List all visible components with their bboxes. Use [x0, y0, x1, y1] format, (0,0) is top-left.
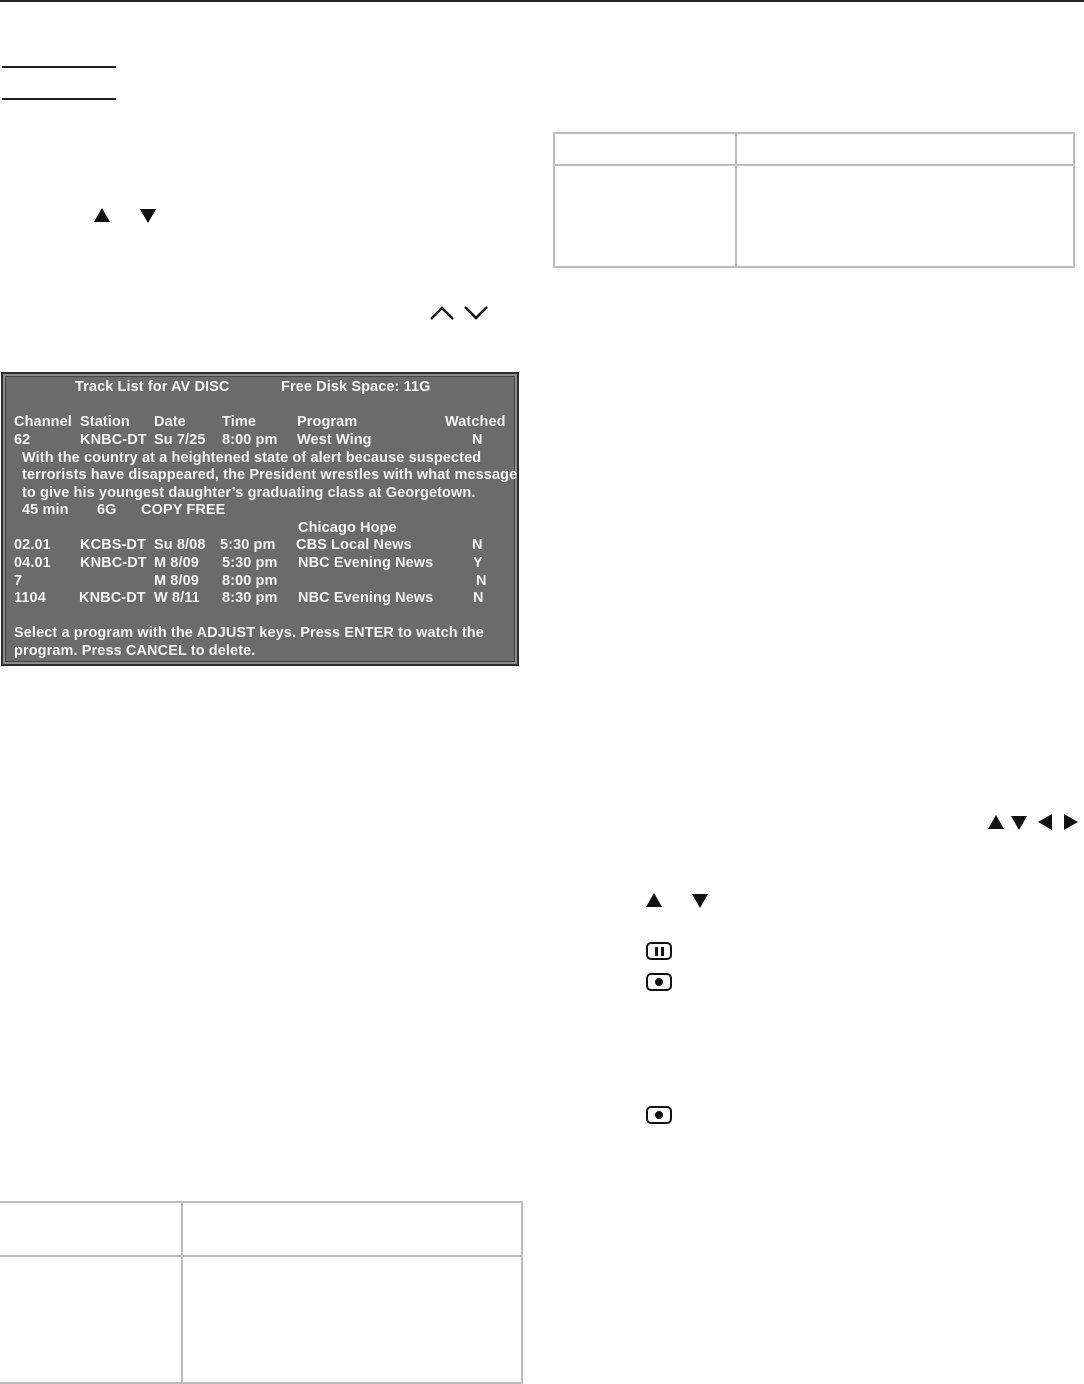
row-watched[interactable]: N [473, 590, 484, 606]
table-cell [736, 133, 1074, 165]
table-cell [554, 133, 736, 165]
table-cell [182, 1256, 522, 1383]
header-program: Program [297, 414, 358, 430]
row-date[interactable]: W 8/11 [154, 590, 200, 606]
program-length: 45 min [22, 502, 69, 518]
down-arrow-icon [692, 894, 708, 908]
chevron-up-icon [428, 304, 456, 322]
row-station[interactable]: KCBS-DT [80, 537, 146, 553]
record-button-icon [646, 973, 672, 991]
right-table [553, 132, 1075, 268]
up-arrow-icon [94, 208, 110, 222]
row-time[interactable]: 5:30 pm [222, 555, 278, 571]
description-line: With the country at a heightened state of alert because suspected [22, 450, 482, 466]
table-cell [0, 1256, 182, 1383]
heading-underline-2 [2, 98, 116, 100]
table-cell [0, 1202, 182, 1256]
extra-program: Chicago Hope [298, 520, 397, 536]
row-station[interactable]: KNBC-DT [80, 555, 147, 571]
row-station[interactable]: KNBC-DT [79, 590, 146, 606]
header-time: Time [222, 414, 256, 430]
row-date[interactable]: M 8/09 [154, 555, 199, 571]
pause-bars [655, 947, 664, 956]
row-watched[interactable]: N [476, 573, 487, 589]
record-dot [655, 978, 663, 986]
description-line: terrorists have disappeared, the President wrestles with what message [22, 467, 518, 483]
heading-underline-1 [2, 66, 116, 68]
record-dot [655, 1111, 663, 1119]
row-date[interactable]: M 8/09 [154, 573, 199, 589]
row-channel[interactable]: 7 [14, 573, 23, 589]
row-time[interactable]: 8:00 pm [222, 432, 278, 448]
row-time[interactable]: 8:30 pm [222, 590, 278, 606]
down-arrow-icon [1011, 816, 1027, 830]
row-time[interactable]: 8:00 pm [222, 573, 278, 589]
row-watched[interactable]: N [472, 537, 483, 553]
table-cell [182, 1202, 522, 1256]
header-channel: Channel [14, 414, 72, 430]
table-cell [736, 165, 1074, 267]
table-cell [554, 165, 736, 267]
row-program[interactable]: NBC Evening News [298, 555, 434, 571]
record-button-icon [646, 1106, 672, 1124]
top-rule [0, 0, 1084, 2]
footer-instruction: Select a program with the ADJUST keys. Press ENTER to watch the [14, 625, 484, 641]
track-list-screen [1, 372, 519, 666]
up-arrow-icon [988, 815, 1004, 829]
header-watched: Watched [445, 414, 506, 430]
left-arrow-icon [1038, 814, 1052, 830]
row-channel[interactable]: 62 [14, 432, 31, 448]
row-program[interactable]: NBC Evening News [298, 590, 434, 606]
down-arrow-icon [140, 209, 156, 223]
footer-instruction: program. Press CANCEL to delete. [14, 643, 256, 659]
free-disk-space: Free Disk Space: 11G [281, 379, 431, 395]
header-date: Date [154, 414, 186, 430]
row-channel[interactable]: 04.01 [14, 555, 51, 571]
row-channel[interactable]: 1104 [14, 590, 46, 606]
up-arrow-icon [646, 893, 662, 907]
program-size: 6G [97, 502, 117, 518]
row-watched[interactable]: Y [473, 555, 483, 571]
row-channel[interactable]: 02.01 [14, 537, 51, 553]
pause-button-icon [646, 942, 672, 960]
copy-status: COPY FREE [141, 502, 226, 518]
row-date[interactable]: Su 7/25 [154, 432, 206, 448]
header-station: Station [80, 414, 130, 430]
screen-title: Track List for AV DISC [75, 379, 230, 395]
row-watched[interactable]: N [472, 432, 483, 448]
right-arrow-icon [1064, 814, 1078, 830]
row-program[interactable]: CBS Local News [296, 537, 412, 553]
row-time[interactable]: 5:30 pm [220, 537, 276, 553]
row-station[interactable]: KNBC-DT [80, 432, 147, 448]
row-date[interactable]: Su 8/08 [154, 537, 206, 553]
row-program[interactable]: West Wing [297, 432, 372, 448]
description-line: to give his youngest daughter’s graduating class at Georgetown. [22, 485, 476, 501]
chevron-down-icon [462, 304, 490, 322]
left-table [0, 1201, 523, 1384]
